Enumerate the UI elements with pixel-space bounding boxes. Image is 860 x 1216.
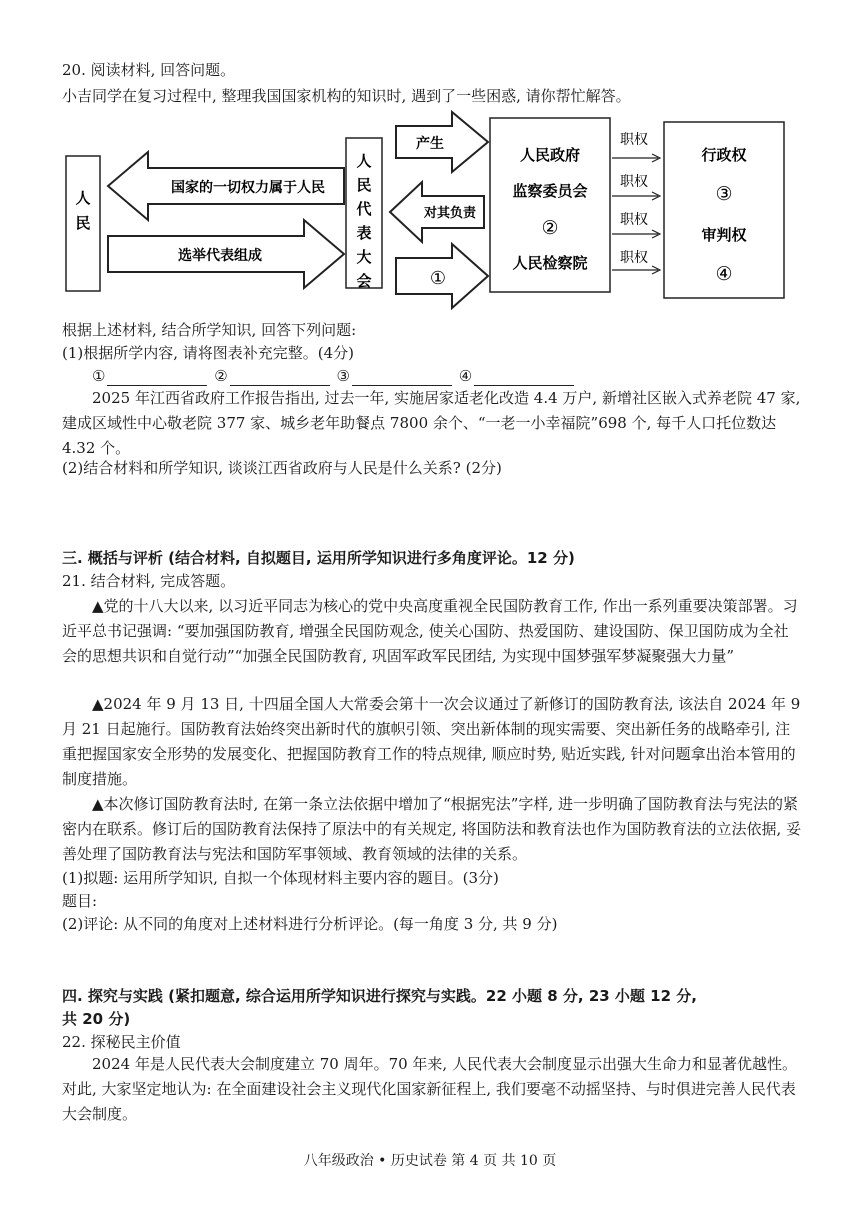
- npc-char: 表: [356, 224, 372, 242]
- q22-material: 2024 年是人民代表大会制度建立 70 周年。70 年来, 人民代表大会制度显示出强大生命力和显著优越性。对此, 大家坚定地认为: 在全面建设社会主义现代化国家新征程上, 我们要毫不动摇坚持、与时俱进完善人民代表大会制度。: [62, 1055, 797, 1123]
- power-administrative: 行政权: [701, 146, 747, 164]
- q21-heading: 21. 结合材料, 完成答题。: [62, 572, 236, 590]
- power-label-3: 职权: [620, 212, 648, 228]
- blank-label-3: ③: [336, 367, 350, 385]
- q21-material-1: ▲党的十八大以来, 以习近平同志为核心的党中央高度重视全民国防教育工作, 作出一系列重要决策部署。习近平总书记强调: “要加强国防教育, 增强全民国防观念, 使关心国防、热爱国防、建设国防、保卫国防成为全社会的思想共识和自觉行动”“加强全民国防教育, 巩固军政军民团结, 为实现中国梦强军梦凝聚强大力量”: [62, 597, 798, 665]
- answer-field-1[interactable]: [107, 369, 207, 386]
- q20-sub2: (2)结合材料和所学知识, 谈谈江西省政府与人民是什么关系? (2分): [62, 459, 502, 477]
- people-char-1: 人: [75, 189, 91, 207]
- q22-heading: 22. 探秘民主价值: [62, 1033, 181, 1051]
- answer-field-4[interactable]: [474, 369, 574, 386]
- npc-char: 会: [356, 272, 372, 290]
- q21-material-2: ▲2024 年 9 月 13 日, 十四届全国人大常委会第十一次会议通过了新修订的国防教育法, 该法自 2024 年 9 月 21 日起施行。国防教育法始终突出新时代的旗帜引领、突出新体制的现实需要、突出新任务的战略牵引, 注重把握国家安全形势的发展变化、把握国防教育工作的特点规律, 顺应时势, 贴近实践, 针对问题拿出治本管用的制度措施。: [62, 695, 801, 788]
- q21-sub1: (1)拟题: 运用所学知识, 自拟一个体现材料主要内容的题目。(3分): [62, 869, 499, 887]
- power-judicial: 审判权: [701, 226, 747, 244]
- section4-heading-2: 共 20 分): [62, 1010, 131, 1028]
- q21-sub2: (2)评论: 从不同的角度对上述材料进行分析评论。(每一角度 3 分, 共 9 分): [62, 915, 558, 933]
- power-blank-3: ③: [715, 183, 733, 205]
- power-blank-4: ④: [715, 263, 733, 285]
- arrow-blank-label: ①: [429, 268, 447, 289]
- npc-char: 代: [356, 200, 372, 218]
- blank-label-2: ②: [214, 367, 228, 385]
- q20-material: 2025 年江西省政府工作报告指出, 过去一年, 实施居家适老化改造 4.4 万户, 新增社区嵌入式养老院 47 家, 建成区域性中心敬老院 377 家、城乡老年助餐点 7800 余个、“一老一小幸福院”698 个, 每千人口托位数达 4.32 个。: [62, 389, 801, 457]
- people-char-2: 民: [75, 214, 91, 232]
- section3-heading: 三. 概括与评析 (结合材料, 自拟题目, 运用所学知识进行多角度评论。12 分): [62, 549, 575, 567]
- arrow-top-label: 国家的一切权力属于人民: [171, 180, 325, 196]
- answer-field-2[interactable]: [230, 369, 330, 386]
- organ-procuratorate: 人民检察院: [512, 254, 588, 272]
- arrow-produce-label: 产生: [416, 136, 444, 152]
- npc-char: 大: [356, 248, 372, 266]
- state-organs-diagram: [60, 108, 800, 318]
- arrow-responsible-label: 对其负责: [423, 206, 477, 221]
- organ-government: 人民政府: [519, 146, 581, 164]
- power-label-2: 职权: [620, 174, 648, 190]
- blank-label-1: ①: [92, 367, 106, 385]
- q21-material-3: ▲本次修订国防教育法时, 在第一条立法依据中增加了“根据宪法”字样, 进一步明确了国防教育法与宪法的紧密内在联系。修订后的国防教育法保持了原法中的有关规定, 将国防法和教育法也作为国防教育法的立法依据, 妥善处理了国防教育法与宪法和国防军事领域、教育领域的法律的关系。: [62, 795, 802, 863]
- blank-label-4: ④: [458, 367, 473, 385]
- page-footer: 八年级政治 • 历史试卷 第 4 页 共 10 页: [303, 1153, 557, 1169]
- arrow-bottom-label: 选举代表组成: [178, 248, 262, 264]
- section4-heading-1: 四. 探究与实践 (紧扣题意, 综合运用所学知识进行探究与实践。22 小题 8 分, 23 小题 12 分,: [62, 987, 697, 1005]
- q21-title-label: 题目:: [62, 892, 98, 910]
- organ-supervision: 监察委员会: [512, 182, 588, 200]
- npc-char: 民: [356, 176, 372, 194]
- q20-after-diagram: 根据上述材料, 结合所学知识, 回答下列问题:: [62, 321, 357, 339]
- answer-blanks: [92, 366, 576, 386]
- answer-field-3[interactable]: [352, 369, 452, 386]
- q20-intro: 小吉同学在复习过程中, 整理我国国家机构的知识时, 遇到了一些困惑, 请你帮忙解答。: [62, 87, 631, 105]
- power-label-1: 职权: [620, 132, 648, 148]
- npc-char: 人: [356, 152, 372, 170]
- power-label-4: 职权: [620, 250, 648, 266]
- organ-blank-2: ②: [541, 217, 559, 239]
- q20-heading: 20. 阅读材料, 回答问题。: [62, 61, 236, 79]
- q20-sub1: (1)根据所学内容, 请将图表补充完整。(4分): [62, 344, 355, 362]
